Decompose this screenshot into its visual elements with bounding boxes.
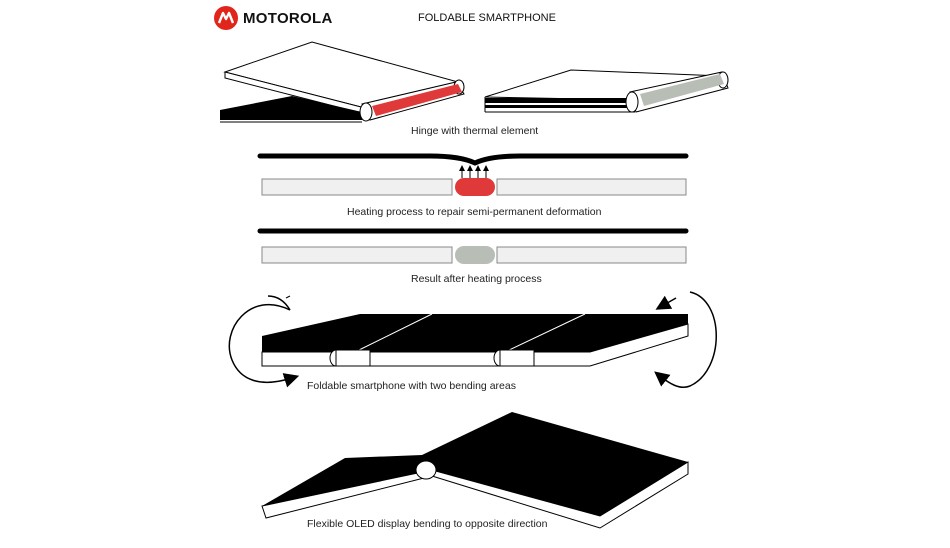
heating-process-diagram (260, 156, 686, 196)
caption-opposite: Flexible OLED display bending to opposite direction (307, 518, 548, 530)
hinge-phone-closed (485, 70, 728, 112)
hinge-phone-open (220, 42, 464, 122)
two-bend-phone (229, 292, 716, 387)
opposite-bend-phone (262, 412, 688, 528)
result-diagram (260, 231, 686, 264)
caption-result: Result after heating process (411, 273, 542, 285)
brand-header (213, 6, 333, 30)
caption-hinge: Hinge with thermal element (411, 125, 539, 137)
page-title: FOLDABLE SMARTPHONE (418, 12, 556, 24)
caption-two-bends: Foldable smartphone with two bending areas (307, 380, 516, 392)
caption-heating: Heating process to repair semi-permanent deformation (347, 206, 602, 218)
cooled-element (455, 246, 495, 264)
heated-element (455, 178, 495, 196)
brand-name: MOTOROLA (243, 9, 333, 27)
motorola-logo-icon (213, 5, 239, 31)
